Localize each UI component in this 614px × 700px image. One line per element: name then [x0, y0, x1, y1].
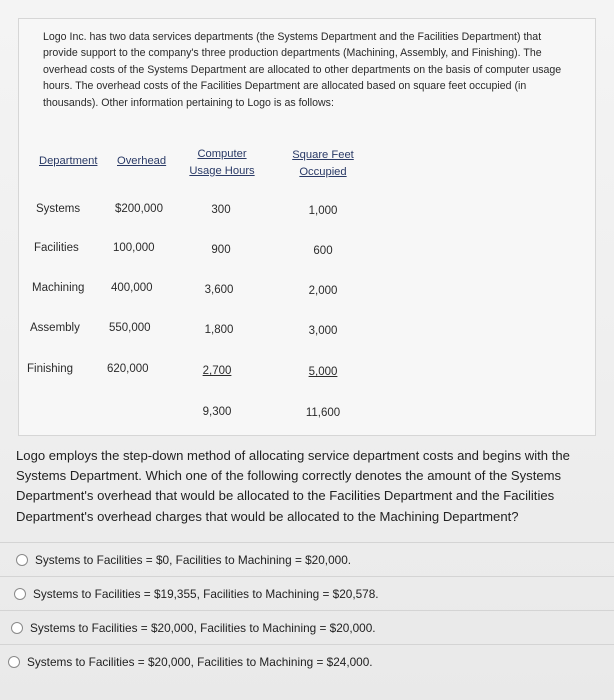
radio-button[interactable]: [11, 622, 23, 634]
row-overhead: 400,000: [111, 282, 153, 294]
row-hours: 2,700: [202, 365, 232, 377]
answer-option-label: Systems to Facilities = $20,000, Facilities to Machining = $24,000.: [27, 654, 373, 669]
answer-option[interactable]: [0, 542, 614, 576]
header-department: Department: [39, 155, 98, 167]
row-sqft: 1,000: [308, 205, 338, 217]
row-overhead: $200,000: [115, 203, 163, 215]
intro-paragraph: Logo Inc. has two data services departments (the Systems Department and the Facilities Department) that provide support to the company's three production departments (Machining, Assembly, and Finishing). The overhead costs of the Systems Department are allocated to other departments on the basis of computer usage hours. The overhead costs of the Facilities Department are allocated based on square feet occupied (in thousands). Other information pertaining to Logo is as follows:: [43, 31, 562, 109]
row-overhead: 550,000: [109, 322, 151, 334]
answer-option-label: Systems to Facilities = $0, Facilities to Machining = $20,000.: [35, 552, 352, 567]
answer-option[interactable]: [0, 644, 614, 678]
header-overhead: Overhead: [117, 155, 167, 167]
answer-option-label: Systems to Facilities = $20,000, Facilities to Machining = $20,000.: [30, 620, 376, 635]
row-overhead: 100,000: [113, 242, 155, 254]
header-computer-line2: Usage Hours: [189, 165, 255, 177]
row-dept: Assembly: [30, 322, 80, 334]
row-dept: Facilities: [34, 242, 79, 254]
answer-option-label: Systems to Facilities = $19,355, Facilities to Machining = $20,578.: [33, 586, 379, 601]
row-overhead: 620,000: [107, 363, 149, 375]
row-hours: 300: [211, 204, 231, 216]
row-hours: 1,800: [204, 324, 234, 336]
problem-image: [18, 18, 596, 436]
row-sqft: 3,000: [308, 325, 338, 337]
total-sqft: 11,600: [305, 407, 341, 419]
radio-button[interactable]: [16, 554, 28, 566]
row-hours: 3,600: [204, 284, 234, 296]
header-computer-line1: Computer: [197, 148, 247, 160]
row-sqft: 5,000: [308, 366, 338, 378]
total-hours: 9,300: [202, 406, 232, 418]
radio-button[interactable]: [14, 588, 26, 600]
row-dept: Finishing: [27, 363, 74, 375]
row-dept: Systems: [36, 203, 81, 215]
header-square-line1: Square Feet: [292, 149, 354, 161]
question-text: Logo employs the step-down method of allocating service department costs and begins with the Systems Department. Which one of the following correctly denotes the amount of the Systems Department's overhead that would be allocated to the Facilities Department and the Facilities Department's overhead charges that would be allocated to the Machining Department?: [16, 448, 570, 524]
row-sqft: 2,000: [308, 285, 338, 297]
radio-button[interactable]: [8, 656, 20, 668]
row-sqft: 600: [313, 245, 333, 257]
row-dept: Machining: [32, 282, 85, 294]
header-square-line2: Occupied: [299, 166, 347, 178]
row-hours: 900: [211, 244, 231, 256]
answer-option[interactable]: [0, 610, 614, 644]
answer-option[interactable]: [0, 576, 614, 610]
